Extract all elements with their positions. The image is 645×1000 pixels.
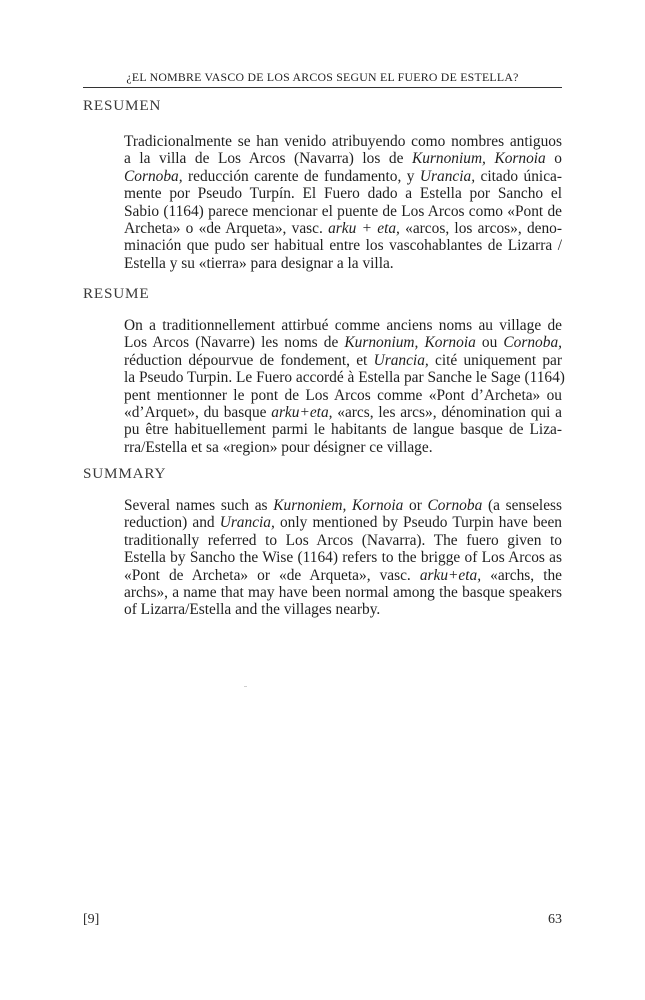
abstract-english — [124, 497, 562, 619]
abstract-line: pent mentionner le pont de Los Arcos comme «Pont d’Archeta» ou — [124, 386, 562, 404]
italic-term: Kurnoniem, Kornoia — [273, 497, 404, 514]
abstract-line: traditionally referred to Los Arcos (Navarra). The fuero given to — [124, 531, 562, 549]
section-heading-resumen: RESUMEN — [83, 97, 162, 114]
abstract-line: Los Arcos (Navarre) les noms de Kurnonium, Kornoia ou Cornoba, — [124, 334, 562, 352]
abstract-line: Cornoba, reducción carente de fundamento, y Urancia, citado única- — [124, 167, 562, 185]
abstract-line: Several names such as Kurnoniem, Kornoia or Cornoba (a senseless — [124, 497, 563, 514]
abstract-line: of Lizarra/Estella and the villages nearby. — [124, 601, 381, 619]
abstract-line: Estella y su «tierra» para designar a la villa. — [124, 254, 394, 272]
running-head: ¿EL NOMBRE VASCO DE LOS ARCOS SEGUN EL FUERO DE ESTELLA? — [83, 70, 562, 88]
italic-term: Cornoba, — [124, 167, 183, 185]
footer-bracket-number: [9] — [83, 912, 100, 927]
abstract-line: réduction dépourvue de fondement, et Urancia, cité uniquement par — [124, 351, 562, 369]
abstract-line: rra/Estella et sa «region» pour désigner ce village. — [124, 438, 433, 456]
italic-term: arku+eta, — [271, 404, 333, 422]
italic-term: arku+eta, — [419, 566, 482, 584]
abstract-line: reduction) and Urancia, only mentioned by Pseudo Turpin have been — [124, 514, 562, 532]
page-number: 63 — [548, 912, 562, 927]
italic-term: Urancia, — [219, 514, 275, 532]
abstract-line: pu être habituellement parmi le habitants de langue basque de Liza- — [124, 421, 562, 439]
abstract-line: «d’Arquet», du basque arku+eta, «arcs, les arcs», dénomination qui a — [124, 404, 562, 422]
abstract-line: «Pont de Archeta» or «de Arqueta», vasc. arku+eta, «archs, the — [124, 566, 562, 584]
abstract-line: a la villa de Los Arcos (Navarra) los de Kurnonium, Kornoia o — [124, 150, 562, 168]
abstract-line: archs», a name that may have been normal among the basque speakers — [124, 584, 562, 602]
italic-term: Cornoba, — [503, 334, 562, 352]
abstract-line: la Pseudo Turpin. Le Fuero accordé à Estella par Sanche le Sage (1164) — [124, 369, 565, 387]
italic-term: Cornoba — [427, 497, 483, 514]
abstract-line: minación que pudo ser habitual entre los vascohablantes de Lizarra / — [124, 237, 562, 255]
abstract-spanish — [124, 133, 562, 272]
italic-term: Kurnonium, Kornoia — [411, 150, 546, 168]
abstract-line: Estella by Sancho the Wise (1164) refers to the brigge of Los Arcos as — [124, 549, 562, 567]
abstract-line: On a traditionnellement attirbué comme anciens noms au village de — [124, 317, 562, 334]
section-heading-resume: RESUME — [83, 285, 150, 302]
italic-term: Urancia, — [373, 351, 429, 369]
abstract-line: Sabio (1164) parece mencionar el puente de Los Arcos como «Pont de — [124, 202, 562, 220]
section-heading-summary: SUMMARY — [83, 465, 167, 482]
abstract-line: Archeta» o «de Arqueta», vasc. arku + eta, «arcos, los arcos», deno- — [124, 220, 562, 238]
italic-term: Urancia, — [419, 167, 476, 185]
abstract-line: Tradicionalmente se han venido atribuyendo como nombres antiguos — [124, 133, 562, 150]
abstract-french — [124, 317, 565, 456]
abstract-line: mente por Pseudo Turpín. El Fuero dado a Estella por Sancho el — [124, 185, 562, 203]
italic-term: arku + eta, — [328, 220, 400, 238]
paper-speck — [244, 686, 247, 687]
italic-term: Kurnonium, Kornoia — [344, 334, 476, 352]
